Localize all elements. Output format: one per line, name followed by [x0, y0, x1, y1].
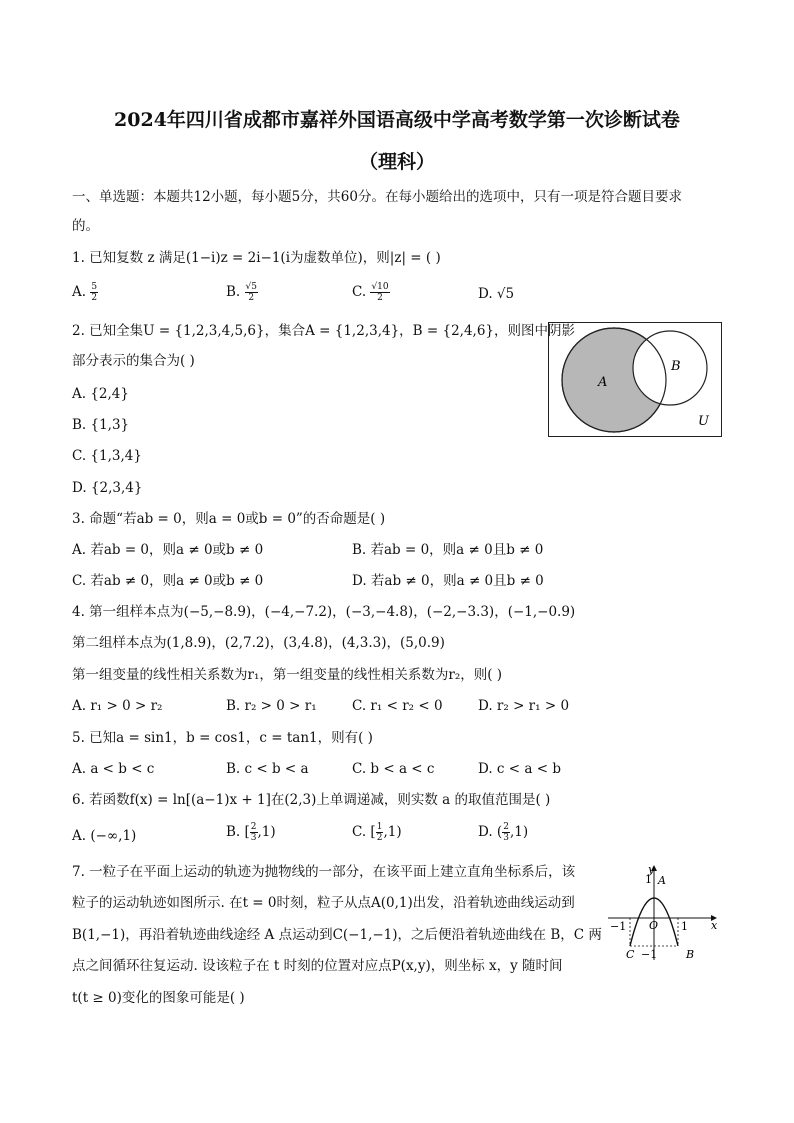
x-axis-label: x: [711, 919, 718, 932]
q3-option-c: C. 若ab ≠ 0，则a ≠ 0或b ≠ 0: [72, 573, 264, 589]
q4-stem-line2: 第二组样本点为(1,8.9)，(2,7.2)，(3,4.8)，(4,3.3)，(5,0.9): [72, 635, 445, 651]
q5-stem: 5. 已知a = sin1，b = cos1，c = tan1，则有( ): [72, 730, 373, 746]
q6-option-b: B. [ $\frac{2}{3}$ ,1): [226, 822, 276, 843]
q1-option-b: B. $\frac{√5}{2}$: [226, 282, 257, 303]
q5-option-d: D. c < a < b: [478, 761, 561, 777]
q4-stem-line3: 第一组变量的线性相关系数为r₁，第一组变量的线性相关系数为r₂，则( ): [72, 667, 503, 683]
q5-option-b: B. c < b < a: [226, 761, 309, 777]
tick-one-top: 1: [645, 873, 652, 886]
q2-stem-line2: 部分表示的集合为( ): [72, 353, 195, 369]
q2-option-b: B. {1,3}: [72, 417, 130, 433]
q1-option-c: C. $\frac{√10}{2}$: [352, 282, 389, 303]
tick-neg-one-bottom: −1: [641, 948, 658, 961]
set-b-circle: [633, 331, 707, 405]
q2-option-d: D. {2,3,4}: [72, 480, 143, 496]
q1-option-a: A. $\frac{5}{2}$: [72, 282, 98, 303]
q6-option-c: C. [ $\frac{1}{2}$ ,1): [352, 822, 402, 843]
q4-option-a: A. r₁ > 0 > r₂: [72, 698, 163, 714]
q6-option-d: D. ( $\frac{2}{3}$ ,1): [478, 822, 529, 843]
q4-option-c: C. r₁ < r₂ < 0: [352, 698, 443, 714]
q3-stem: 3. 命题“若ab = 0，则a = 0或b = 0”的否命题是( ): [72, 511, 386, 527]
q4-stem-line1: 4. 第一组样本点为(−5,−8.9)，(−4,−7.2)，(−3,−4.8)，(−2,−3.3)，(−1,−0.9): [72, 604, 576, 620]
venn-diagram: [548, 322, 722, 438]
venn-label-u: U: [698, 414, 709, 429]
q3-option-a: A. 若ab = 0，则a ≠ 0或b ≠ 0: [72, 542, 264, 558]
point-a-label: A: [658, 874, 666, 887]
point-c-label: C: [626, 948, 635, 961]
point-b-label: B: [686, 948, 695, 961]
section-heading-line2: 的。: [72, 218, 99, 234]
q2-stem-line1: 2. 已知全集U = {1,2,3,4,5,6}，集合A = {1,2,3,4}，B = {2,4,6}，则图中阴影: [72, 323, 576, 339]
q5-option-c: C. b < a < c: [352, 761, 435, 777]
section-heading-line1: 一、单选题：本题共12小题，每小题5分，共60分。在每小题给出的选项中，只有一项是符合题目要求: [72, 189, 682, 205]
q7-stem-line2: 粒子的运动轨迹如图所示. 在t = 0时刻，粒子从点A(0,1)出发，沿着轨迹曲线运动到: [72, 895, 575, 911]
q4-option-d: D. r₂ > r₁ > 0: [478, 698, 570, 714]
exam-title: 2024年四川省成都市嘉祥外国语高级中学高考数学第一次诊断试卷: [114, 109, 680, 131]
q7-stem-line4: 点之间循环往复运动. 设该粒子在 t 时刻的位置对应点P(x,y)，则坐标 x，y 随时间: [72, 958, 563, 974]
venn-label-b: B: [671, 359, 681, 374]
q7-stem-line5: t(t ≥ 0)变化的图象可能是( ): [72, 990, 245, 1006]
exam-subtitle: （理科）: [358, 151, 435, 173]
trajectory-graph: [600, 860, 724, 964]
y-axis-label: y: [648, 863, 655, 876]
q2-option-a: A. {2,4}: [72, 386, 129, 402]
q7-stem-line1: 7. 一粒子在平面上运动的轨迹为抛物线的一部分，在该平面上建立直角坐标系后，该: [72, 864, 576, 880]
q6-stem: 6. 若函数f(x) = ln[(a−1)x + 1]在(2,3)上单调递减，则实数 a 的取值范围是( ): [72, 792, 551, 808]
origin-label: O: [649, 919, 659, 932]
q1-stem: 1. 已知复数 z 满足(1−i)z = 2i−1(i为虚数单位)，则|z| = ( ): [72, 250, 441, 266]
q5-option-a: A. a < b < c: [72, 761, 155, 777]
q3-option-b: B. 若ab = 0，则a ≠ 0且b ≠ 0: [352, 542, 544, 558]
q6-option-a: A. (−∞,1): [72, 828, 137, 844]
q1-option-d: D. √5: [478, 286, 515, 302]
q4-option-b: B. r₂ > 0 > r₁: [226, 698, 317, 714]
q2-option-c: C. {1,3,4}: [72, 448, 142, 464]
venn-label-a: A: [598, 375, 608, 390]
q3-option-d: D. 若ab ≠ 0，则a ≠ 0且b ≠ 0: [352, 573, 544, 589]
q7-stem-line3: B(1,−1)，再沿着轨迹曲线途经 A 点运动到C(−1,−1)，之后便沿着轨迹曲线在 B，C 两: [72, 927, 602, 943]
tick-one-right: 1: [681, 920, 688, 933]
tick-neg-one-left: −1: [610, 920, 627, 933]
